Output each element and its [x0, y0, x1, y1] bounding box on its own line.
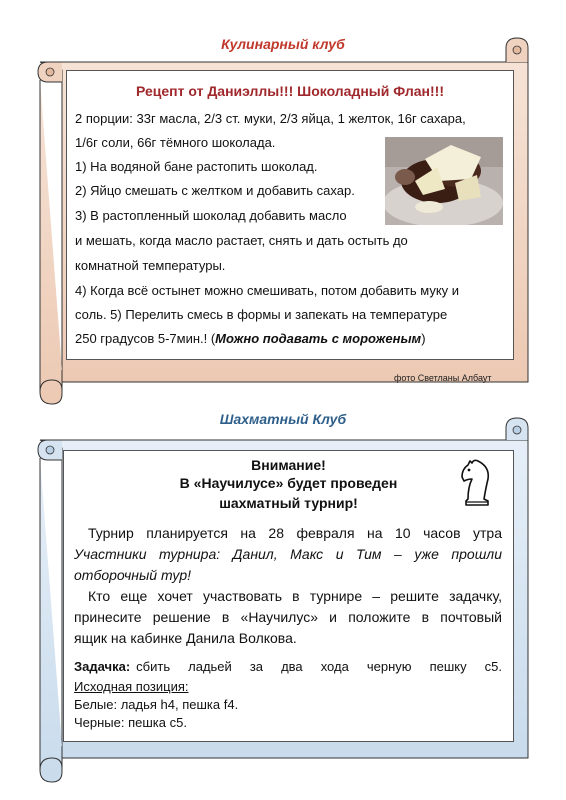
recipe-heading: Рецепт от Даниэллы!!! Шоколадный Флан!!!: [136, 83, 444, 99]
invitation-line: Кто еще хочет участвовать в турнире – решите задачку,: [88, 588, 502, 604]
participants-line: отборочный тур!: [74, 567, 192, 583]
photo-credit: фото Светланы Албаут: [394, 373, 492, 383]
recipe-panel: [66, 70, 514, 360]
recipe-line: и мешать, когда масло растает, снять и дать остыть до: [75, 233, 408, 248]
position-label: Исходная позиция:: [74, 679, 189, 694]
chess-club-title: Шахматный Клуб: [219, 411, 347, 427]
culinary-club-title: Кулинарный клуб: [221, 36, 345, 52]
recipe-line: 1/6г соли, 66г тёмного шоколада.: [75, 135, 276, 150]
serving-tip: Можно подавать с мороженым: [215, 331, 422, 346]
recipe-last-prefix: 250 градусов 5-7мин.! (: [75, 331, 216, 346]
chess-heading-line: В «Научилусе» будет проведен: [179, 475, 398, 491]
recipe-line: 1) На водяной бане растопить шоколад.: [75, 159, 318, 174]
white-pieces: Белые: ладья h4, пешка f4.: [74, 697, 239, 712]
chess-heading-line: шахматный турнир!: [219, 495, 358, 511]
knight-icon: [456, 457, 496, 509]
chess-panel: [63, 450, 514, 742]
recipe-line: соль. 5) Перелить смесь в формы и запекать на температуре: [75, 307, 448, 322]
invitation-line: ящик на кабинке Данила Волкова.: [74, 630, 297, 646]
task-label: Задачка:: [74, 659, 131, 674]
recipe-last-suffix: ): [421, 331, 426, 346]
recipe-line: 2 порции: 33г масла, 2/3 ст. муки, 2/3 яйца, 1 желток, 16г сахара,: [75, 111, 466, 126]
black-pieces: Черные: пешка с5.: [74, 715, 187, 730]
task-line: [74, 659, 502, 674]
chess-heading-line: Внимание!: [251, 457, 326, 473]
recipe-last-line: [75, 331, 426, 346]
recipe-line: комнатной температуры.: [75, 258, 226, 273]
recipe-line: 3) В растопленный шоколад добавить масло: [75, 208, 347, 223]
task-text: сбить ладьей за два хода черную пешку с5.: [136, 659, 502, 674]
dessert-photo: [385, 137, 503, 225]
participants-line: Участники турнира: Данил, Макс и Тим – уже прошли: [74, 546, 502, 562]
invitation-line: принесите решение в «Научилус» и положите в почтовый: [74, 609, 502, 625]
recipe-line: 2) Яйцо смешать с желтком и добавить сахар.: [75, 183, 355, 198]
recipe-line: 4) Когда всё остынет можно смешивать, потом добавить муку и: [75, 283, 460, 298]
tournament-date: Турнир планируется на 28 февраля на 10 часов утра: [88, 525, 502, 541]
